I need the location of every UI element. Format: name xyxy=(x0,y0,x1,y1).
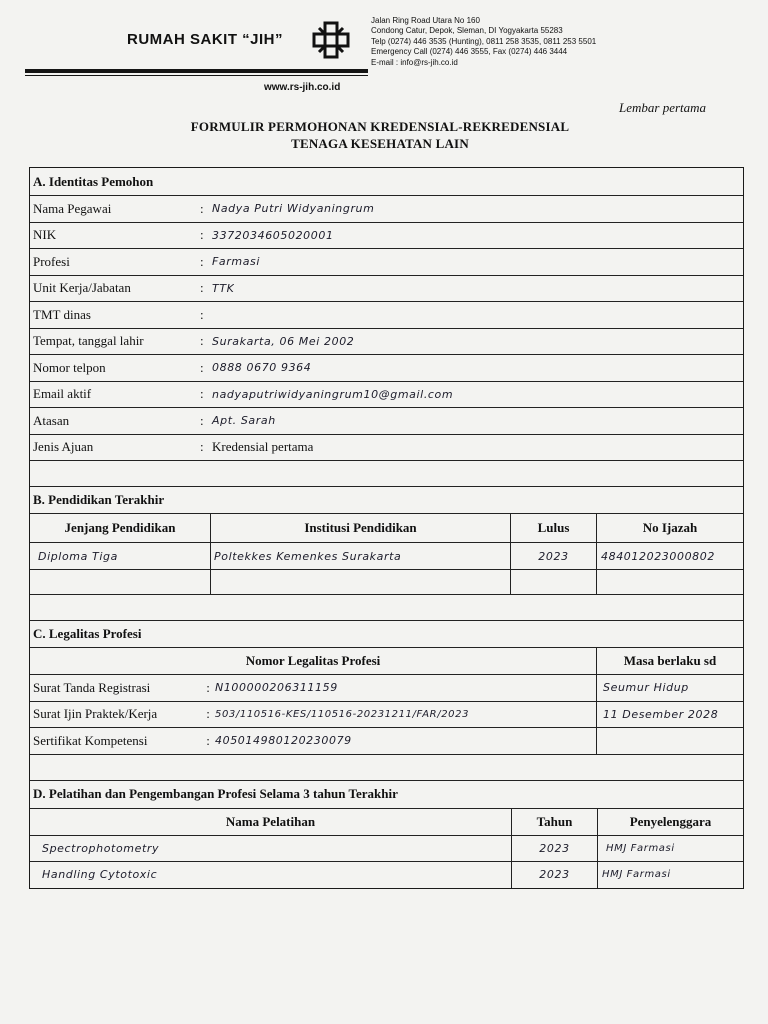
field-value: 0888 0670 9364 xyxy=(212,361,312,375)
field-row xyxy=(30,302,743,329)
column-header: Nomor Legalitas Profesi xyxy=(30,648,597,674)
training-row xyxy=(30,836,743,862)
field-colon: : xyxy=(206,679,210,695)
legality-row xyxy=(30,702,743,729)
education-header-row xyxy=(30,514,743,543)
field-colon: : xyxy=(200,386,204,402)
legality-entry xyxy=(30,728,597,754)
hospital-name: RUMAH SAKIT “JIH” xyxy=(127,31,284,48)
legality-valid-until: Seumur Hidup xyxy=(603,681,689,695)
section-d-heading-row xyxy=(30,781,743,809)
legality-row xyxy=(30,675,743,702)
training-name: Handling Cytotoxic xyxy=(30,862,512,888)
address-line: Condong Catur, Depok, Sleman, DI Yogyakarta 55283 xyxy=(371,26,563,36)
sheet-label: Lembar pertama xyxy=(619,100,707,115)
section-a-heading-row xyxy=(30,168,743,196)
column-header: Penyelenggara xyxy=(629,813,712,829)
field-colon: : xyxy=(200,359,204,375)
section-heading: C. Legalitas Profesi xyxy=(33,626,142,641)
form-title xyxy=(150,118,610,152)
field-colon: : xyxy=(200,333,204,349)
field-value: Farmasi xyxy=(212,255,261,269)
legality-number: 405014980120230079 xyxy=(215,734,352,748)
training-organizer: HMJ Farmasi xyxy=(602,869,671,880)
field-row xyxy=(30,408,743,435)
letterhead-rule xyxy=(25,69,368,73)
legality-header-row xyxy=(30,648,743,675)
legality-label: Sertifikat Kompetensi xyxy=(33,732,148,748)
field-value xyxy=(210,302,212,328)
field-row xyxy=(30,435,743,462)
field-row xyxy=(30,329,743,356)
field-row xyxy=(30,382,743,409)
legality-valid-until xyxy=(597,728,743,754)
field-label: Profesi xyxy=(33,253,70,269)
letterhead-rule-thin xyxy=(25,75,368,76)
training-organizer: HMJ Farmasi xyxy=(606,842,675,854)
field-value: Surakarta, 06 Mei 2002 xyxy=(212,334,355,348)
training-year: 2023 xyxy=(512,836,598,861)
education-year: 2023 xyxy=(511,543,597,569)
section-c-heading-row xyxy=(30,621,743,648)
field-colon: : xyxy=(200,227,204,243)
legality-valid-until: 11 Desember 2028 xyxy=(603,707,719,721)
legality-label: Surat Ijin Praktek/Kerja xyxy=(33,706,158,722)
field-label: TMT dinas xyxy=(33,306,91,322)
hospital-address xyxy=(371,16,596,68)
field-row xyxy=(30,355,743,382)
legality-number: N100000206311159 xyxy=(215,681,338,695)
hospital-website: www.rs-jih.co.id xyxy=(264,82,341,93)
education-institution: Poltekkes Kemenkes Surakarta xyxy=(211,543,511,569)
address-line: Telp (0274) 446 3535 (Hunting), 0811 258 3535, 0811 253 5501 xyxy=(371,36,597,46)
field-label: Email aktif xyxy=(33,386,92,402)
field-value: 3372034605020001 xyxy=(212,228,334,242)
column-header: Lulus xyxy=(511,514,597,542)
field-value: Kredensial pertama xyxy=(212,439,314,455)
column-header: Masa berlaku sd xyxy=(623,653,717,668)
address-line: E-mail : info@rs-jih.co.id xyxy=(371,57,458,67)
field-colon: : xyxy=(200,306,204,322)
field-colon: : xyxy=(200,253,204,269)
field-colon: : xyxy=(200,280,204,296)
education-certificate-number: 484012023000802 xyxy=(601,549,715,563)
field-colon: : xyxy=(206,706,210,722)
field-label: Unit Kerja/Jabatan xyxy=(33,280,131,296)
training-name: Spectrophotometry xyxy=(30,836,512,861)
legality-row xyxy=(30,728,743,755)
column-header: Nama Pelatihan xyxy=(30,809,512,835)
training-year: 2023 xyxy=(512,862,598,888)
form-title-line: TENAGA KESEHATAN LAIN xyxy=(291,136,469,151)
education-certificate-number xyxy=(597,570,743,594)
legality-number: 503/110516-KES/110516-20231211/FAR/2023 xyxy=(215,708,470,720)
field-label: Nomor telpon xyxy=(33,359,106,375)
education-year xyxy=(511,570,597,594)
training-header-row xyxy=(30,809,743,836)
field-row xyxy=(30,276,743,303)
address-line: Emergency Call (0274) 446 3555, Fax (0274) 446 3444 xyxy=(371,47,568,57)
blank-row xyxy=(30,461,743,487)
field-value: Nadya Putri Widyaningrum xyxy=(212,202,375,216)
field-colon: : xyxy=(200,439,204,455)
field-colon: : xyxy=(200,200,204,216)
address-line: Jalan Ring Road Utara No 160 xyxy=(371,16,480,25)
field-label: Atasan xyxy=(33,412,70,428)
education-institution xyxy=(211,570,511,594)
column-header: No Ijazah xyxy=(642,520,698,535)
training-row xyxy=(30,862,743,888)
column-header: Jenjang Pendidikan xyxy=(30,514,211,542)
field-row xyxy=(30,196,743,223)
column-header: Institusi Pendidikan xyxy=(211,514,511,542)
column-header: Tahun xyxy=(512,809,598,835)
field-value: nadyaputriwidyaningrum10@gmail.com xyxy=(212,387,454,401)
section-b-heading-row xyxy=(30,487,743,514)
section-heading: A. Identitas Pemohon xyxy=(33,173,154,189)
blank-row xyxy=(30,595,743,621)
legality-label: Surat Tanda Registrasi xyxy=(33,679,151,695)
section-heading: B. Pendidikan Terakhir xyxy=(33,492,165,507)
section-heading: D. Pelatihan dan Pengembangan Profesi Selama 3 tahun Terakhir xyxy=(33,786,398,801)
field-colon: : xyxy=(206,732,210,748)
blank-row xyxy=(30,755,743,781)
education-row xyxy=(30,570,743,595)
field-value: Apt. Sarah xyxy=(212,414,276,428)
field-row xyxy=(30,249,743,276)
form-title-line: FORMULIR PERMOHONAN KREDENSIAL-REKREDENSIAL xyxy=(190,119,570,134)
education-level: Diploma Tiga xyxy=(30,543,211,569)
form-table xyxy=(29,167,744,889)
education-level xyxy=(30,570,211,594)
education-row xyxy=(30,543,743,570)
field-colon: : xyxy=(200,412,204,428)
hospital-logo-icon xyxy=(311,20,351,60)
field-value: TTK xyxy=(212,281,235,295)
legality-entry xyxy=(30,702,597,728)
field-label: Tempat, tanggal lahir xyxy=(33,333,144,349)
field-label: Nama Pegawai xyxy=(33,200,112,216)
field-label: NIK xyxy=(33,227,57,243)
field-label: Jenis Ajuan xyxy=(33,439,94,455)
legality-entry xyxy=(30,675,597,701)
field-row xyxy=(30,223,743,250)
